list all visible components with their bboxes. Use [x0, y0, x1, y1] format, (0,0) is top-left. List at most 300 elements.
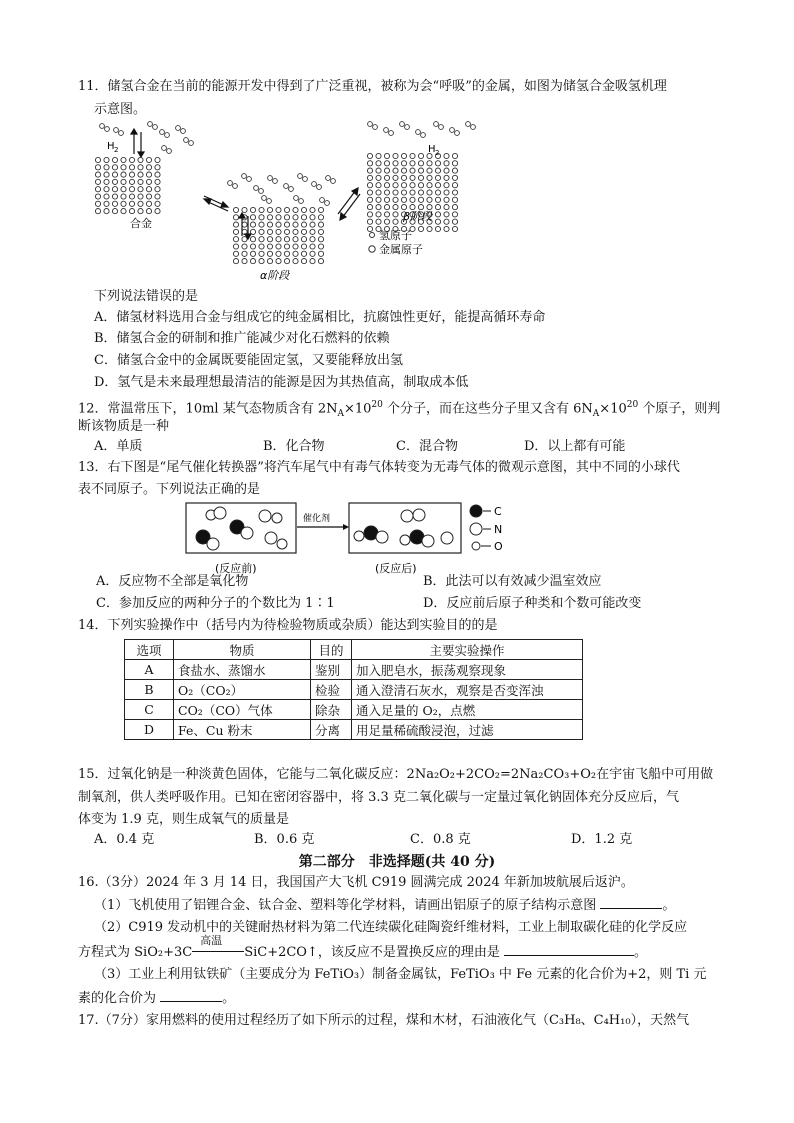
atom-dot: [384, 212, 389, 217]
atom-dot: [112, 157, 117, 162]
atom-dot: [444, 175, 449, 180]
atom-dot: [452, 168, 457, 173]
q16-sub3-line2: 素的化合价为 。: [78, 991, 236, 1006]
atom-dot: [384, 219, 389, 224]
atom-dot: [112, 209, 117, 214]
atom-dot: [435, 175, 440, 180]
atom-dot: [310, 251, 315, 256]
catalyst-label: 催化剂: [303, 514, 331, 524]
atom-dot: [405, 125, 410, 130]
atom-dot: [138, 172, 143, 177]
atom-dot: [259, 229, 264, 234]
q16-sub3: （3）工业上利用钛铁矿（主要成分为 FeTiO₃）制备金属钛，FeTiO₃ 中 Fe 元素的化合价为+2，则 Ti 元: [94, 967, 707, 982]
atom-dot: [444, 153, 449, 158]
atom-dot: [384, 153, 389, 158]
atom-dot: [393, 197, 398, 202]
atom-dot: [242, 259, 247, 264]
q12-option-b: B．化合物: [263, 439, 325, 454]
q15-option-a: A．0.4 克: [94, 832, 155, 847]
atom-dot: [146, 201, 151, 206]
atom-dot: [401, 197, 406, 202]
atom-dot: [376, 183, 381, 188]
table-cell: 通入澄清石灰水，观察是否变浑浊: [352, 680, 583, 700]
atom-dot: [310, 237, 315, 242]
atom-dot: [310, 244, 315, 249]
atom-dot: [233, 207, 238, 212]
atom-dot: [247, 177, 252, 182]
atom-dot: [410, 153, 415, 158]
atom-dot: [452, 190, 457, 195]
atom-dot: [435, 197, 440, 202]
atom-dot: [427, 161, 432, 166]
atom-dot: [444, 183, 449, 188]
atom-dot: [242, 222, 247, 227]
atom-dot: [384, 161, 389, 166]
atom-dot: [95, 172, 100, 177]
h2-label-left: H: [107, 141, 115, 152]
atom-dot: [276, 237, 281, 242]
atom-dot: [259, 237, 264, 242]
atom-dot: [410, 175, 415, 180]
legend-metal: 金属原子: [379, 243, 423, 256]
answer-blank-2[interactable]: [504, 943, 634, 956]
atom-dot: [418, 168, 423, 173]
atom-dot: [262, 196, 267, 201]
atom-dot: [155, 165, 160, 170]
atom-dot: [301, 237, 306, 242]
atom-dot: [250, 259, 255, 264]
atom-dot: [326, 176, 331, 181]
atom-dot: [418, 197, 423, 202]
table-cell: 加入肥皂水，振荡观察现象: [352, 660, 583, 680]
atom-dot: [410, 183, 415, 188]
atom-dot: [384, 190, 389, 195]
atom-dot: [284, 244, 289, 249]
atom-dot: [284, 229, 289, 234]
table-cell: Fe、Cu 粉末: [174, 720, 311, 740]
table-cell: 通入足量的 O₂，点燃: [352, 700, 583, 720]
table-row: [125, 700, 583, 720]
atom-dot: [129, 187, 134, 192]
q11-option-d: D．氢气是未来最理想最清洁的能源是因为其热值高，制取成本低: [94, 375, 469, 390]
atom-dot: [294, 196, 299, 201]
atom-dot: [233, 229, 238, 234]
atom-dot: [228, 181, 233, 186]
atom-dot: [418, 161, 423, 166]
atom-dot: [418, 153, 423, 158]
h2-arrows-icon: [131, 129, 144, 157]
atom-dot: [129, 201, 134, 206]
atom-dot: [276, 215, 281, 220]
atom-dot: [104, 209, 109, 214]
atom-dot: [367, 161, 372, 166]
table-cell: CO₂（CO）气体: [174, 700, 311, 720]
atom-dot: [267, 222, 272, 227]
q16-sub2-equation: 方程式为 SiO₂+3C 高温 SiC+2CO↑，该反应不是置换反应的理由是 。: [78, 934, 648, 960]
atom-dot: [301, 215, 306, 220]
table-cell: 食盐水、蒸馏水: [174, 660, 311, 680]
alpha-stage-label: α阶段: [260, 269, 290, 282]
atom-dot: [184, 138, 189, 143]
atom-dot: [435, 190, 440, 195]
header-substance: 物质: [174, 640, 311, 660]
atom-dot: [121, 165, 126, 170]
atom-dot: [233, 244, 238, 249]
atom-dot: [444, 226, 449, 231]
atom-dot: [121, 194, 126, 199]
atom-dot: [146, 187, 151, 192]
atom-dot: [129, 172, 134, 177]
atom-dot: [284, 215, 289, 220]
atom-dot: [418, 183, 423, 188]
atom-dot: [452, 183, 457, 188]
atom-dot: [267, 215, 272, 220]
header-option: 选项: [125, 640, 174, 660]
atom-dot: [233, 259, 238, 264]
q12-stem-line1: 12．常温常压下，10ml 某气态物质含有 $2N_A\times 10^{20}$ 个分子，而在这些分子里又含有 $6N_A\times 10^{20}$ 个原子，则判: [78, 400, 721, 419]
atom-dot: [146, 209, 151, 214]
atom-dot: [112, 187, 117, 192]
atom-dot: [167, 149, 172, 154]
table-cell: D: [125, 720, 174, 740]
atom-dot: [421, 133, 426, 138]
atom-dot: [250, 237, 255, 242]
atom-dot: [435, 205, 440, 210]
answer-blank-1[interactable]: [600, 896, 662, 909]
atom-dot: [418, 226, 423, 231]
atom-dot: [410, 161, 415, 166]
atom-dot: [250, 207, 255, 212]
atom-dot: [384, 183, 389, 188]
atom-dot: [367, 197, 372, 202]
atom-dot: [276, 244, 281, 249]
atom-dot: [410, 197, 415, 202]
atom-dot: [104, 165, 109, 170]
atom-dot: [367, 168, 372, 173]
atom-dot: [401, 168, 406, 173]
atom-dot: [267, 199, 272, 204]
atom-dot: [301, 251, 306, 256]
atom-dot: [444, 205, 449, 210]
atom-dot: [121, 201, 126, 206]
atom-dot: [401, 175, 406, 180]
q15-option-d: D．1.2 克: [571, 832, 633, 847]
atom-dot: [427, 168, 432, 173]
alpha-arrow-icon: [239, 213, 251, 239]
carbon-atom-legend-icon: [470, 505, 482, 517]
atom-dot: [138, 157, 143, 162]
high-temp-condition: 高温: [192, 942, 244, 956]
atom-dot: [104, 157, 109, 162]
atom-dot: [165, 133, 170, 138]
atom-dot: [293, 259, 298, 264]
atom-dot: [138, 201, 143, 206]
atom-dot: [242, 237, 247, 242]
atom-dot: [112, 201, 117, 206]
atom-dot: [427, 183, 432, 188]
legend-c: C: [494, 505, 502, 518]
atom-dot: [310, 207, 315, 212]
atom-dot: [155, 194, 160, 199]
atom-dot: [318, 237, 323, 242]
atom-dot: [129, 209, 134, 214]
atom-dot: [293, 215, 298, 220]
atom-dot: [242, 251, 247, 256]
atom-dot: [267, 244, 272, 249]
atom-dot: [301, 244, 306, 249]
atom-dot: [104, 194, 109, 199]
atom-dot: [112, 172, 117, 177]
atom-dot: [155, 172, 160, 177]
atom-dot: [95, 157, 100, 162]
atom-dot: [317, 185, 322, 190]
beta-stage-label: β阶段: [403, 210, 433, 223]
atom-dot: [427, 205, 432, 210]
atom-dot: [267, 229, 272, 234]
atom-dot: [310, 229, 315, 234]
atom-dot: [301, 222, 306, 227]
atom-dot: [129, 157, 134, 162]
atom-dot: [367, 183, 372, 188]
atom-dot: [427, 197, 432, 202]
alloy-label: 合金: [130, 217, 152, 230]
atom-dot: [146, 194, 151, 199]
atom-dot: [393, 153, 398, 158]
atom-dot: [155, 187, 160, 192]
h2-sub-right: 2: [435, 149, 440, 157]
atom-dot: [298, 174, 303, 179]
q13-option-a: A．反应物不全部是氧化物: [96, 574, 249, 589]
atom-dot: [376, 168, 381, 173]
atom-dot: [259, 244, 264, 249]
q13-stem-line2: 表不同原子。下列说法正确的是: [78, 482, 261, 497]
atom-dot: [250, 244, 255, 249]
atom-dot: [276, 222, 281, 227]
atom-dot: [146, 172, 151, 177]
atom-dot: [268, 176, 273, 181]
atom-dot: [376, 219, 381, 224]
atom-dot: [293, 244, 298, 249]
atom-dot: [293, 237, 298, 242]
atom-dot: [376, 190, 381, 195]
equilibrium-arrow-right-icon: [338, 188, 360, 220]
atom-dot: [105, 127, 110, 132]
q14-stem: 14．下列实验操作中（括号内为待检验物质或杂质）能达到实验目的的是: [78, 618, 498, 633]
q17-stem: 17.（7分）家用燃料的使用过程经历了如下所示的过程，煤和木材，石油液化气（C₃H₈、C₄H₁₀），天然气: [78, 1013, 690, 1028]
atom-dot: [384, 128, 389, 133]
atom-dot: [250, 215, 255, 220]
atom-dot: [452, 153, 457, 158]
q12-option-a: A．单质: [94, 439, 143, 454]
atom-dot: [289, 187, 294, 192]
atom-dot: [155, 209, 160, 214]
atom-dot: [400, 122, 405, 127]
atom-dot: [284, 207, 289, 212]
atom-dot: [367, 190, 372, 195]
atom-dot: [312, 182, 317, 187]
atom-dot: [452, 226, 457, 231]
atom-dot: [301, 229, 306, 234]
atom-dot: [259, 259, 264, 264]
catalytic-converter-figure: [185, 500, 525, 580]
q13-option-b: B．此法可以有效减少温室效应: [423, 574, 602, 589]
atom-dot: [444, 168, 449, 173]
q11-stem-line2: 示意图。: [94, 102, 147, 117]
atom-dot: [95, 187, 100, 192]
atom-dot: [259, 222, 264, 227]
atom-dot: [284, 237, 289, 242]
before-label: (反应前): [215, 562, 257, 575]
atom-dot: [146, 157, 151, 162]
atom-dot: [273, 179, 278, 184]
atom-dot: [176, 126, 181, 131]
atom-dot: [259, 215, 264, 220]
atom-dot: [233, 251, 238, 256]
atom-dot: [104, 179, 109, 184]
q11-option-a: A．储氢材料选用合金与组成它的纯金属相比，抗腐蚀性更好，能提高循环寿命: [94, 310, 546, 325]
atom-dot: [148, 122, 153, 127]
metal-atom-legend-icon: [369, 246, 375, 252]
table-cell: 分离: [311, 720, 352, 740]
atom-dot: [367, 175, 372, 180]
atom-dot: [259, 251, 264, 256]
atom-dot: [393, 161, 398, 166]
atom-dot: [138, 187, 143, 192]
table-row: [125, 680, 583, 700]
atom-dot: [401, 183, 406, 188]
atom-dot: [410, 168, 415, 173]
atom-dot: [95, 165, 100, 170]
atom-dot: [318, 207, 323, 212]
atom-dot: [276, 229, 281, 234]
atom-dot: [435, 183, 440, 188]
q12-option-c: C．混合物: [396, 439, 458, 454]
atom-dot: [303, 177, 308, 182]
atom-dot: [427, 226, 432, 231]
atom-dot: [181, 129, 186, 134]
atom-dot: [112, 194, 117, 199]
atom-dot: [318, 251, 323, 256]
atom-dot: [376, 153, 381, 158]
atom-dot: [95, 201, 100, 206]
atom-dot: [401, 190, 406, 195]
atom-dot: [250, 222, 255, 227]
atom-dot: [435, 226, 440, 231]
atom-dot: [276, 207, 281, 212]
table-cell: B: [125, 680, 174, 700]
atom-dot: [267, 251, 272, 256]
atom-dot: [129, 179, 134, 184]
atom-dot: [160, 130, 165, 135]
atom-dot: [95, 209, 100, 214]
part-two-title: 第二部分 非选择题(共 40 分): [298, 854, 496, 870]
atom-dot: [153, 125, 158, 130]
atom-dot: [267, 237, 272, 242]
atom-dot: [331, 179, 336, 184]
q13-stem-line1: 13．右下图是“尾气催化转换器”将汽车尾气中有毒气体转变为无毒气体的微观示意图，其中不同的小球代: [78, 460, 680, 475]
atom-dot: [310, 215, 315, 220]
atom-dot: [367, 205, 372, 210]
q15-stem-line3: 体变为 1.9 克，则生成氧气的质量是: [78, 812, 289, 827]
hydrogen-storage-figure: [90, 118, 490, 288]
atom-dot: [384, 197, 389, 202]
table-cell: 检验: [311, 680, 352, 700]
atom-dot: [242, 244, 247, 249]
atom-dot: [393, 219, 398, 224]
atom-dot: [444, 197, 449, 202]
atom-dot: [368, 122, 373, 127]
q15-option-c: C．0.8 克: [410, 832, 471, 847]
atom-dot: [376, 205, 381, 210]
experiment-table: [124, 639, 583, 740]
atom-dot: [121, 179, 126, 184]
header-operation: 主要实验操作: [352, 640, 583, 660]
atom-dot: [242, 174, 247, 179]
q16-sub2: （2）C919 发动机中的关键耐热材料为第二代连续碳化硅陶瓷纤维材料，工业上制取碳化硅的化学反应: [94, 920, 688, 935]
table-row: [125, 720, 583, 740]
atom-dot: [293, 222, 298, 227]
atom-dot: [444, 190, 449, 195]
q11-prompt: 下列说法错误的是: [94, 289, 199, 304]
atom-dot: [367, 212, 372, 217]
atom-dot: [439, 125, 444, 130]
atom-dot: [112, 165, 117, 170]
q11-option-b: B．储氢合金的研制和推广能减少对化石燃料的依赖: [94, 331, 390, 346]
atom-dot: [410, 205, 415, 210]
atom-dot: [389, 131, 394, 136]
q12-stem-line2: 断该物质是一种: [78, 419, 170, 434]
atom-dot: [155, 157, 160, 162]
atom-dot: [393, 205, 398, 210]
atom-dot: [301, 259, 306, 264]
table-cell: 用足量稀硫酸浸泡，过滤: [352, 720, 583, 740]
atom-dot: [318, 259, 323, 264]
atom-dot: [146, 179, 151, 184]
atom-dot: [293, 207, 298, 212]
atom-dot: [434, 122, 439, 127]
q15-option-b: B．0.6 克: [254, 832, 315, 847]
atom-dot: [121, 172, 126, 177]
atom-dot: [416, 130, 421, 135]
atom-dot: [325, 201, 330, 206]
equilibrium-arrow-left-icon: [204, 196, 228, 211]
atom-dot: [444, 161, 449, 166]
atom-dot: [320, 198, 325, 203]
atom-dot: [401, 205, 406, 210]
table-cell: 除杂: [311, 700, 352, 720]
q16-sub1: （1）飞机使用了铝锂合金、钛合金、塑料等化学材料，请画出铝原子的原子结构示意图 。: [94, 898, 676, 913]
nitrogen-atom-legend-icon: [470, 523, 482, 535]
atom-dot: [259, 189, 264, 194]
atom-dot: [267, 207, 272, 212]
atom-dot: [367, 219, 372, 224]
atom-dot: [104, 187, 109, 192]
header-purpose: 目的: [311, 640, 352, 660]
atom-dot: [138, 165, 143, 170]
atom-dot: [318, 244, 323, 249]
table-cell: A: [125, 660, 174, 680]
atom-dot: [293, 251, 298, 256]
atom-dot: [100, 124, 105, 129]
answer-blank-3[interactable]: [160, 989, 222, 1002]
atom-dot: [376, 161, 381, 166]
atom-dot: [129, 165, 134, 170]
atom-dot: [471, 125, 476, 130]
atom-dot: [138, 209, 143, 214]
atom-dot: [233, 222, 238, 227]
atom-dot: [129, 194, 134, 199]
atom-dot: [452, 205, 457, 210]
